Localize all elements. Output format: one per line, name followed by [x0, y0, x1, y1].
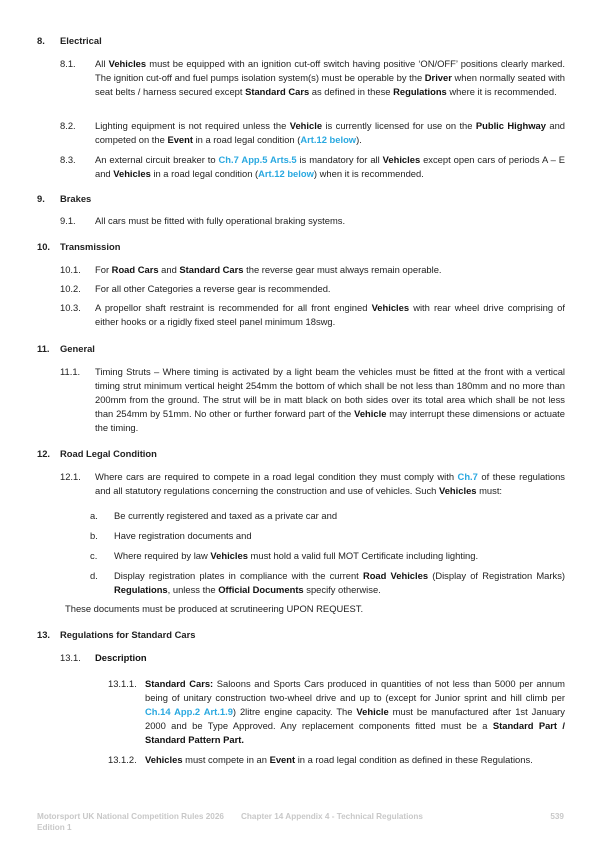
footer-chapter: Chapter 14 Appendix 4 - Technical Regulations — [241, 812, 423, 821]
clause-13-1-2 — [108, 753, 565, 767]
text-run: These documents must be produced at scrutineering UPON REQUEST. — [65, 603, 364, 614]
clause-8-2 — [60, 119, 565, 147]
list-item-b — [90, 529, 565, 543]
cross-reference-link[interactable]: Art.12 below — [258, 168, 314, 179]
cross-reference-link[interactable]: Art.12 below — [300, 134, 357, 145]
list-marker: a. — [90, 510, 98, 521]
clause-text — [95, 119, 565, 147]
note-text — [65, 602, 565, 616]
defined-term: Vehicles — [145, 754, 183, 765]
list-item-text — [114, 529, 565, 543]
defined-term: Public Highway — [475, 120, 546, 131]
list-item-text — [114, 509, 565, 523]
defined-term: Vehicles — [382, 154, 421, 165]
clause-number: 11.1. — [60, 366, 81, 377]
section-number: 13. — [37, 629, 51, 640]
clause-13-1-1 — [108, 677, 565, 747]
text-run: must be manufactured after 1st January 2000 and be Type Approved. Any replacement components fitted must be a — [145, 706, 565, 731]
list-marker: d. — [90, 570, 98, 581]
text-run: must compete in an — [182, 754, 270, 765]
text-run: must be equipped with an ignition cut-off switch having positive ‘ON/OFF’ positions clearly marked. The ignition cut-off and fuel pumps isolation system(s) must be operable by the — [95, 58, 565, 83]
text-run: For — [95, 264, 112, 275]
text-run: All — [95, 58, 109, 69]
text-run: ). — [356, 134, 362, 145]
defined-term: Standard Cars — [179, 264, 244, 275]
defined-term: Event — [167, 134, 193, 145]
text-run: may interrupt these dimensions or actuate the timing. — [95, 408, 565, 433]
defined-term: Standard Cars — [245, 86, 310, 97]
defined-term: Description — [95, 652, 147, 663]
clause-number: 13.1. — [60, 652, 81, 663]
section-number: 12. — [37, 448, 51, 459]
defined-term: Vehicle — [356, 706, 389, 717]
section-title: Road Legal Condition — [60, 448, 157, 459]
defined-term: Vehicles — [108, 58, 147, 69]
list-item-text — [114, 569, 565, 597]
defined-term: Official Documents — [218, 584, 304, 595]
text-run: For all other Categories a reverse gear is recommended. — [95, 283, 331, 294]
cross-reference-link[interactable]: Ch.7 App.5 Arts.5 — [218, 154, 297, 165]
section-title: Brakes — [60, 193, 92, 204]
section-title: Regulations for Standard Cars — [60, 629, 196, 640]
clause-text — [95, 57, 565, 99]
text-run: with rear wheel drive comprising of either hooks or a rigidly fixed steel panel minimum 18swg. — [95, 302, 566, 327]
cross-reference-link[interactable]: Ch.14 App.2 Art.1.9 — [145, 706, 233, 717]
text-run: the reverse gear must always remain operable. — [243, 264, 442, 275]
text-run: (Display of Registration Marks) — [428, 570, 566, 581]
clause-text — [95, 282, 565, 296]
clause-number: 12.1. — [60, 471, 81, 482]
defined-term: Road Cars — [111, 264, 159, 275]
defined-term: Regulations — [114, 584, 168, 595]
text-run: Be currently registered and taxed as a private car and — [114, 510, 338, 521]
text-run: ) when it is recommended. — [313, 168, 424, 179]
cross-reference-link[interactable]: Ch.7 — [457, 471, 478, 482]
defined-term: Vehicle — [289, 120, 323, 131]
clause-number: 8.2. — [60, 120, 76, 131]
clause-text — [95, 153, 565, 181]
defined-term: Vehicles — [113, 168, 151, 179]
list-item-a — [90, 509, 565, 523]
text-run: , unless the — [167, 584, 219, 595]
text-run: and competed on the — [95, 120, 565, 145]
text-run: of these regulations and all statutory regulations concerning the construction and use of vehicles. Such — [95, 471, 565, 496]
clause-number: 8.3. — [60, 154, 76, 165]
section-number: 9. — [37, 193, 45, 204]
text-run: is currently licensed for use on the — [322, 120, 476, 131]
clause-10-3 — [60, 301, 565, 329]
clause-8-1 — [60, 57, 565, 99]
footer-publication — [37, 811, 224, 833]
text-run: A propellor shaft restraint is recommended for all front engined — [95, 302, 372, 313]
list-item-d — [90, 569, 565, 597]
list-marker: b. — [90, 530, 98, 541]
clause-text — [95, 263, 565, 277]
text-run: Display registration plates in compliance with the current — [114, 570, 363, 581]
text-run: An external circuit breaker to — [95, 154, 219, 165]
section-title: General — [60, 343, 95, 354]
clause-number: 8.1. — [60, 58, 76, 69]
defined-term: Vehicle — [354, 408, 387, 419]
text-run: in a road legal condition ( — [192, 134, 301, 145]
text-run: Lighting equipment is not required unless the — [95, 120, 290, 131]
clause-number: 13.1.1. — [108, 678, 137, 689]
defined-term: Event — [269, 754, 296, 765]
text-run: must: — [476, 485, 503, 496]
clause-number: 9.1. — [60, 215, 76, 226]
text-run: in a road legal condition as defined in these Regulations. — [295, 754, 533, 765]
text-run: Where required by law — [114, 550, 211, 561]
text-run: is mandatory for all — [296, 154, 383, 165]
text-run: where it is recommended. — [446, 86, 557, 97]
clause-10-2 — [60, 282, 565, 296]
defined-term: Vehicles — [371, 302, 410, 313]
text-run: except open cars of periods A – E and — [95, 154, 565, 179]
section-title: Electrical — [60, 35, 102, 46]
defined-term: Regulations — [393, 86, 447, 97]
clause-13-1 — [60, 651, 565, 665]
clause-text — [145, 677, 565, 747]
section-number: 10. — [37, 241, 51, 252]
text-run: Have registration documents and — [114, 530, 252, 541]
clause-text — [145, 753, 565, 767]
text-run: must hold a valid full MOT Certificate including lighting. — [247, 550, 479, 561]
defined-term: Vehicles — [438, 485, 477, 496]
text-run: All cars must be fitted with fully operational braking systems. — [95, 215, 346, 226]
text-run: Timing Struts – Where timing is activated by a light beam the vehicles must be fitted at the front with a vertical timing strut minimum vertical height 254mm the bottom of which shall be not less than 180mm and no more than 200mm from the ground. The strut will be in matt black on both sides over its total area which shall be not less than 254mm by 51mm. No other or further forward part of the — [95, 366, 565, 419]
clause-10-1 — [60, 263, 565, 277]
defined-term: Vehicles — [210, 550, 248, 561]
defined-term: Standard Part / Standard Pattern Part. — [145, 720, 565, 745]
clause-text — [95, 651, 565, 665]
page-number: 539 — [550, 812, 564, 821]
list-marker: c. — [90, 550, 98, 561]
text-run: and — [158, 264, 180, 275]
clause-number: 10.1. — [60, 264, 81, 275]
text-run: Saloons and Sports Cars produced in quantities of not less than 5000 per annum being of unitary construction two-wheel drive and up to (except for Junior sprint and hill climb per — [145, 678, 565, 703]
clause-11-1 — [60, 365, 565, 435]
defined-term: Road Vehicles — [362, 570, 429, 581]
clause-12-1 — [60, 470, 565, 498]
clause-number: 10.2. — [60, 283, 81, 294]
clause-9-1 — [60, 214, 565, 228]
section-number: 8. — [37, 35, 45, 46]
clause-number: 10.3. — [60, 302, 81, 313]
text-run: ) 2litre engine capacity. The — [232, 706, 357, 717]
section-number: 11. — [37, 343, 50, 354]
clause-number: 13.1.2. — [108, 754, 137, 765]
clause-text — [95, 470, 565, 498]
text-run: when normally seated with seat belts / harness secured except — [95, 72, 565, 97]
list-item-c — [90, 549, 565, 563]
text-run: specify otherwise. — [303, 584, 381, 595]
defined-term: Standard Cars: — [145, 678, 214, 689]
text-run: as defined in these — [309, 86, 394, 97]
clause-text — [95, 365, 565, 435]
footer-title: Motorsport UK National Competition Rules 2026 — [37, 812, 224, 821]
footer-edition: Edition 1 — [37, 823, 72, 832]
clause-8-3 — [60, 153, 565, 181]
text-run: in a road legal condition ( — [150, 168, 259, 179]
text-run: Where cars are required to compete in a road legal condition they must comply with — [95, 471, 458, 482]
clause-text — [95, 214, 565, 228]
clause-text — [95, 301, 565, 329]
list-item-text — [114, 549, 565, 563]
section-title: Transmission — [60, 241, 121, 252]
defined-term: Driver — [424, 72, 452, 83]
